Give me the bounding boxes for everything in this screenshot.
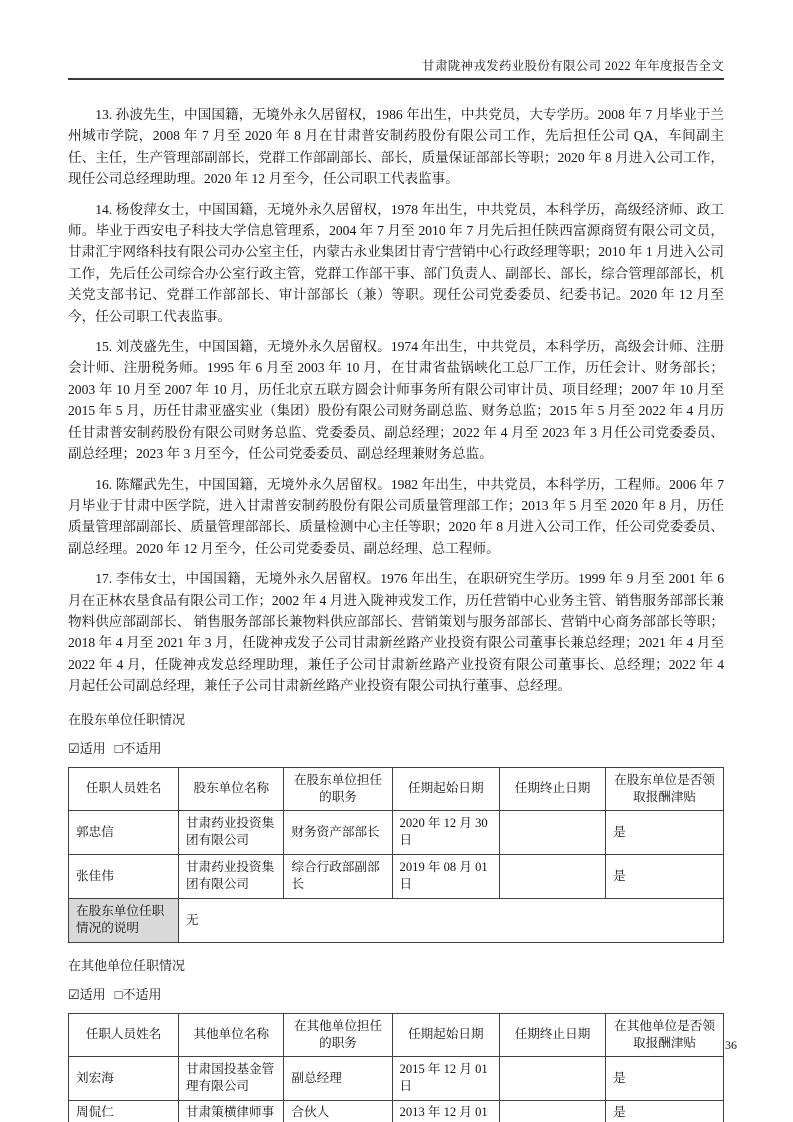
term-end-cell [499,1100,605,1122]
column-header: 其他单位名称 [179,1013,284,1056]
position-cell: 副总经理 [284,1056,392,1100]
unit-name-cell: 甘肃药业投资集团有限公司 [179,854,284,898]
column-header: 在股东单位是否领取报酬津贴 [606,767,724,810]
checkbox-checked-icon: ☑ [68,740,80,756]
column-header: 任期终止日期 [499,1013,605,1056]
note-value-cell: 无 [179,898,724,942]
unit-name-cell: 甘肃国投基金管理有限公司 [179,1056,284,1100]
applicability-row-shareholder [68,738,724,757]
bio-paragraph-15: 15. 刘茂盛先生，中国国籍，无境外永久居留权。1974 年出生，中共党员，本科学历，高级会计师、注册会计师、注册税务师。1995 年 6 月至 2003 年 10 月，在甘肃省盐锅峡化工总厂工作，历任会计、财务部长；2003 年 10 月至 2007 年 10 月，历任北京五联方圆会计师事务所有限公司审计员、项目经理；2007 年 10 月至 2015 年 5 月，历任甘肃亚盛实业（集团）股份有限公司财务副总监、财务总监；2015 年 5 月至 2022 年 4 月历任甘肃普安制药股份有限公司财务总监、党委委员、副总经理；2022 年 4 月至 2023 年 3 月任公司党委委员、副总经理；2023 年 3 月至今，任公司党委委员、副总经理兼财务总监。 [68,339,724,462]
term-end-cell [499,810,605,854]
column-header: 任期起始日期 [392,1013,499,1056]
checkbox-unchecked-icon: □ [114,986,123,1002]
remuneration-cell: 是 [606,810,724,854]
column-header: 任职人员姓名 [69,767,179,810]
column-header: 任期起始日期 [392,767,499,810]
column-header: 股东单位名称 [179,767,284,810]
bio-paragraph-13: 13. 孙波先生，中国国籍，无境外永久居留权，1986 年出生，中共党员，大专学历。2008 年 7 月毕业于兰州城市学院，2008 年 7 月至 2020 年 8 月在甘肃普安制药股份有限公司工作，先后担任公司 QA，车间副主任、主任，生产管理部副部长，党群工作部副部长、部长，质量保证部部长等职；2020 年 8 月进入公司工作，现任公司总经理助理。2020 年 12 月至今，任公司职工代表监事。 [68,107,724,187]
applicable-label: 适用 [79,740,106,756]
page-number: 36 [725,1038,737,1052]
term-end-cell [499,1056,605,1100]
person-name-cell: 刘宏海 [69,1056,179,1100]
bio-paragraph-14: 14. 杨俊萍女士，中国国籍，无境外永久居留权，1978 年出生，中共党员，本科学历，高级经济师、政工师。毕业于西安电子科技大学信息管理系，2004 年 7 月至 2010 年 7 月先后担任陕西富源商贸有限公司文员，甘肃汇宇网络科技有限公司办公室主任，内蒙古永业集团甘青宁营销中心行政经理等职；2010 年 1 月进入公司工作，先后任公司综合办公室行政主管，党群工作部干事、部门负责人、副部长、部长，综合管理部部长，机关党支部书记、党群工作部部长、审计部部长（兼）等职。现任公司党委委员、纪委书记。2020 年 12 月至今，任公司职工代表监事。 [68,201,724,324]
table-row [69,1056,724,1100]
checkbox-checked-icon: ☑ [68,986,80,1002]
term-start-cell: 2013 年 12 月 01 [392,1100,499,1122]
column-header: 在其他单位担任的职务 [284,1013,392,1056]
person-name-cell: 郭忠信 [69,810,179,854]
remuneration-cell: 是 [606,854,724,898]
note-label-cell: 在股东单位任职情况的说明 [69,898,179,942]
unit-name-cell: 甘肃药业投资集团有限公司 [179,810,284,854]
applicable-label: 适用 [79,986,106,1002]
column-header: 在其他单位是否领取报酬津贴 [606,1013,724,1056]
table-row [69,1100,724,1122]
term-end-cell [499,854,605,898]
column-header: 任期终止日期 [499,767,605,810]
checkbox-unchecked-icon: □ [114,740,123,756]
person-name-cell: 张佳伟 [69,854,179,898]
not-applicable-label: 不适用 [122,986,162,1002]
column-header: 任职人员姓名 [69,1013,179,1056]
term-start-cell: 2019 年 08 月 01 日 [392,854,499,898]
position-cell: 财务资产部部长 [284,810,392,854]
applicability-row-other [68,984,724,1003]
section-title-shareholder-positions: 在股东单位任职情况 [68,711,186,727]
report-header-title: 甘肃陇神戎发药业股份有限公司 2022 年年度报告全文 [422,59,724,73]
table-note-row [69,898,724,942]
column-header: 在股东单位担任的职务 [284,767,392,810]
position-cell: 综合行政部副部长 [284,854,392,898]
term-start-cell: 2015 年 12 月 01 日 [392,1056,499,1100]
table-header-row [69,1013,724,1056]
shareholder-positions-table [68,767,724,943]
not-applicable-label: 不适用 [122,740,162,756]
table-header-row [69,767,724,810]
position-cell: 合伙人 [284,1100,392,1122]
bio-paragraph-16: 16. 陈耀武先生，中国国籍，无境外永久居留权。1982 年出生，中共党员，本科学历，工程师。2006 年 7 月毕业于甘肃中医学院，进入甘肃普安制药股份有限公司质量管理部工作；2013 年 5 月至 2020 年 8 月，历任质量管理部副部长、质量管理部部长、质量检测中心主任等职；2020 年 8 月进入公司工作，任公司党委委员、副总经理。2020 年 12 月至今，任公司党委委员、副总经理、总工程师。 [68,476,724,556]
remuneration-cell: 是 [606,1100,724,1122]
section-title-other-positions: 在其他单位任职情况 [68,957,186,973]
other-positions-table [68,1013,724,1122]
unit-name-cell: 甘肃策横律师事 [179,1100,284,1122]
header-divider [68,78,724,80]
table-row [69,854,724,898]
table-row [69,810,724,854]
remuneration-cell: 是 [606,1056,724,1100]
person-name-cell: 周侃仁 [69,1100,179,1122]
bio-paragraph-17: 17. 李伟女士，中国国籍，无境外永久居留权。1976 年出生，在职研究生学历。1999 年 9 月至 2001 年 6 月在正林农垦食品有限公司工作；2002 年 4 月进入陇神戎发工作，历任营销中心业务主管、销售服务部部长兼物料供应部副部长、 销售服务部部长兼物料供应部部长、营销策划与服务部部长、营销中心商务部部长等职；2018 年 4 月至 2021 年 3 月，任陇神戎发子公司甘肃新丝路产业投资有限公司董事长兼总经理；2021 年 4 月至 2022 年 4 月，任陇神戎发总经理助理，兼任子公司甘肃新丝路产业投资有限公司董事长、总经理；2022 年 4 月起任公司副总经理，兼任子公司甘肃新丝路产业投资有限公司执行董事、总经理。 [68,571,724,694]
term-start-cell: 2020 年 12 月 30 日 [392,810,499,854]
